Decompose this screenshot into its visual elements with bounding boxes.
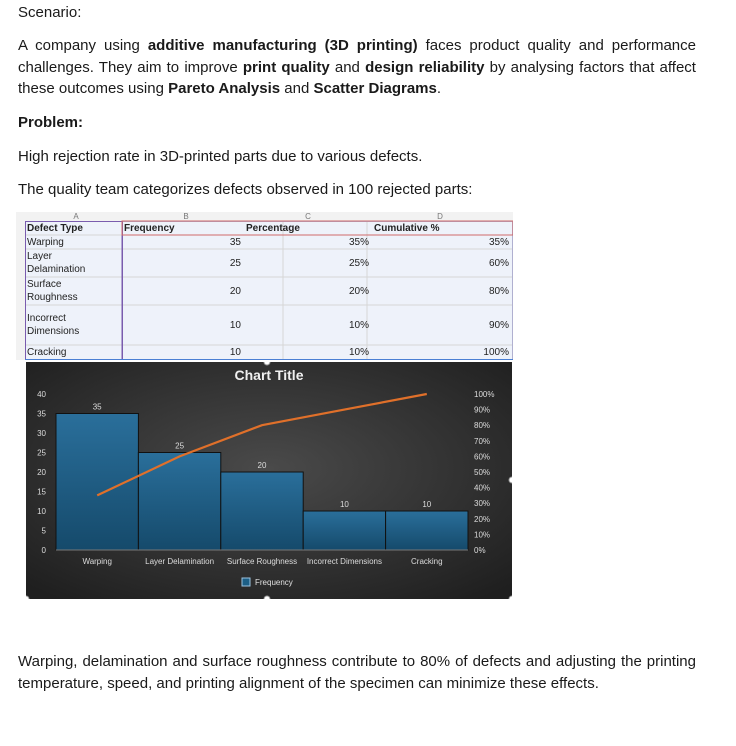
column-letter-b: B	[183, 212, 189, 221]
pareto-chart-svg	[26, 362, 512, 599]
secondary-axis-tick-label: 70%	[474, 436, 491, 446]
frequency-cell: 10	[229, 347, 241, 358]
secondary-axis-tick-label: 30%	[474, 499, 491, 509]
bar-layer-delamination	[138, 453, 220, 551]
defect-type-cell: Cracking	[27, 347, 67, 358]
frequency-cell: 25	[229, 258, 241, 269]
bar-cracking	[386, 511, 468, 550]
cumulative-cell: 100%	[483, 347, 509, 358]
frequency-cell: 20	[229, 286, 241, 297]
x-axis-category-label: Incorrect Dimensions	[306, 557, 382, 566]
cumulative-cell: 60%	[488, 258, 509, 269]
header-defect-type: Defect Type	[27, 223, 83, 234]
y-axis-tick-label: 0	[41, 546, 46, 555]
secondary-axis-tick-label: 100%	[474, 390, 495, 399]
defect-type-cell: Warping	[27, 237, 64, 248]
y-axis-tick-label: 20	[37, 468, 46, 477]
legend-swatch-frequency	[242, 578, 250, 586]
y-axis-tick-label: 25	[37, 448, 46, 458]
bar-data-label: 35	[92, 402, 102, 412]
secondary-axis-tick-label: 90%	[474, 405, 491, 415]
secondary-axis-tick-label: 60%	[474, 452, 491, 462]
y-axis-tick-label: 15	[37, 487, 46, 497]
y-axis-tick-label: 35	[37, 409, 46, 419]
frequency-cell: 35	[229, 237, 241, 248]
intro-text: The quality team categorizes defects observed in 100 rejected parts:	[18, 181, 473, 198]
y-axis-tick-label: 30	[37, 429, 46, 438]
defect-spreadsheet	[16, 212, 513, 360]
column-letter-c: C	[305, 212, 311, 221]
cumulative-cell: 35%	[488, 237, 509, 248]
defect-type-cell: Incorrect Dimensions	[27, 313, 80, 337]
header-frequency: Frequency	[124, 223, 175, 234]
percentage-cell: 10%	[348, 347, 369, 358]
bar-data-label: 10	[422, 500, 432, 509]
defect-type-cell: Layer Delamination	[27, 251, 86, 275]
defect-type-cell: Surface Roughness	[27, 279, 78, 303]
column-letter-d: D	[437, 212, 443, 221]
frequency-cell: 10	[229, 320, 241, 331]
x-axis-category-label: Surface Roughness	[226, 557, 298, 566]
bar-surface-roughness	[221, 472, 303, 550]
percentage-cell: 25%	[348, 258, 369, 269]
bar-data-label: 25	[175, 441, 185, 451]
percentage-cell: 20%	[348, 286, 369, 297]
problem-label: Problem:	[18, 114, 84, 131]
column-letter-a: A	[73, 212, 79, 221]
y-axis-tick-label: 5	[41, 526, 46, 536]
chart-title: Chart Title	[234, 367, 304, 383]
y-axis-tick-label: 10	[37, 507, 46, 516]
pareto-chart[interactable]	[26, 362, 512, 599]
secondary-axis-tick-label: 50%	[474, 468, 491, 477]
conclusion-paragraph: Warping, delamination and surface roughness contribute to 80% of defects and adjusting the printing temperature, speed, and printing alignment of the specimen can minimize these effects.	[18, 653, 696, 692]
chart-legend	[242, 578, 293, 587]
x-axis-category-label: Warping	[82, 557, 112, 566]
secondary-axis-tick-label: 80%	[474, 421, 491, 431]
cumulative-cell: 90%	[488, 320, 509, 331]
bar-data-label: 10	[339, 500, 349, 509]
secondary-axis-tick-label: 40%	[474, 483, 491, 493]
secondary-axis-tick-label: 0%	[474, 546, 486, 555]
y-axis-tick-label: 40	[37, 390, 46, 399]
cumulative-cell: 80%	[488, 286, 509, 297]
bar-data-label: 20	[257, 461, 267, 470]
problem-text: High rejection rate in 3D-printed parts due to various defects.	[18, 148, 423, 165]
scenario-paragraph: A company using additive manufacturing (3D printing) faces product quality and performance challenges. They aim to improve print quality and design reliability by analysing factors that affect these outcomes using Pareto Analysis and Scatter Diagrams.	[18, 37, 696, 97]
bar-incorrect-dimensions	[303, 511, 385, 550]
secondary-axis-tick-label: 10%	[474, 530, 491, 540]
scenario-label: Scenario:	[18, 4, 82, 21]
x-axis-category-label: Layer Delamination	[145, 557, 215, 566]
percentage-cell: 10%	[348, 320, 369, 331]
header-cumulative: Cumulative %	[374, 223, 440, 234]
percentage-cell: 35%	[348, 237, 369, 248]
secondary-axis-tick-label: 20%	[474, 514, 491, 524]
x-axis-category-label: Cracking	[411, 557, 443, 566]
header-percentage: Percentage	[246, 223, 300, 234]
legend-label-frequency: Frequency	[255, 578, 293, 587]
